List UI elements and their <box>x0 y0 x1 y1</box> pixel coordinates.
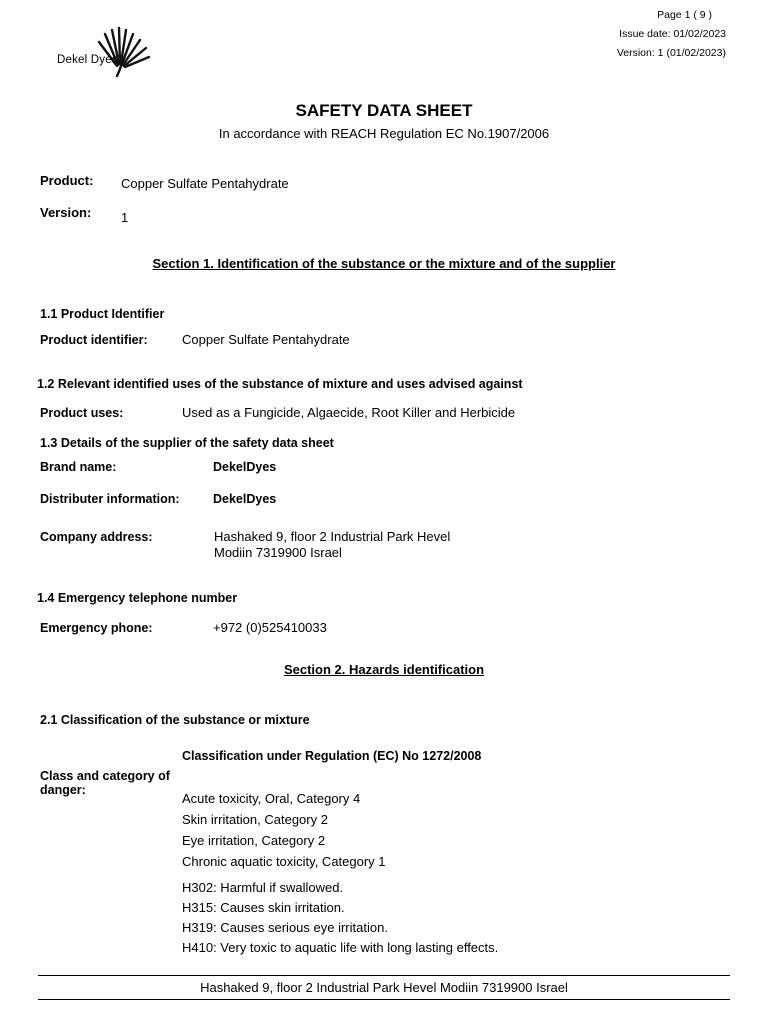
hazard-statement-item: H302: Harmful if swallowed. <box>182 880 344 895</box>
hazard-statement-item: H410: Very toxic to aquatic life with long lasting effects. <box>182 940 499 955</box>
hazard-class-item: Eye irritation, Category 2 <box>182 833 326 848</box>
product-uses-label: Product uses: <box>40 406 124 420</box>
version-value: 1 <box>121 210 129 225</box>
section-1-heading: Section 1. Identification of the substance or the mixture and of the supplier <box>152 256 616 271</box>
page-number: Page 1 ( 9 ) <box>657 9 712 21</box>
logo-text: Dekel Dyes <box>57 54 118 66</box>
product-value: Copper Sulfate Pentahydrate <box>121 176 289 191</box>
section-1-1-heading: 1.1 Product Identifier <box>40 307 165 321</box>
emergency-phone-value: +972 (0)525410033 <box>213 620 327 635</box>
footer-top-rule <box>38 975 730 976</box>
emergency-phone-label: Emergency phone: <box>40 621 153 635</box>
footer-address: Hashaked 9, floor 2 Industrial Park Hevel Modiin 7319900 Israel <box>200 980 568 995</box>
brand-name-label: Brand name: <box>40 460 117 474</box>
company-address-line-1: Hashaked 9, floor 2 Industrial Park Hevel <box>214 529 451 544</box>
version-info: Version: 1 (01/02/2023) <box>616 47 726 59</box>
hazard-class-item: Acute toxicity, Oral, Category 4 <box>182 791 361 806</box>
section-1-3-heading: 1.3 Details of the supplier of the safety data sheet <box>40 436 334 450</box>
hazard-statement-item: H319: Causes serious eye irritation. <box>182 920 388 935</box>
section-2-heading: Section 2. Hazards identification <box>283 662 485 677</box>
classification-heading: Classification under Regulation (EC) No 1272/2008 <box>182 749 482 763</box>
product-label: Product: <box>40 173 94 188</box>
logo <box>55 26 155 78</box>
document-title: SAFETY DATA SHEET <box>295 101 473 120</box>
hazard-class-item: Chronic aquatic toxicity, Category 1 <box>182 854 386 869</box>
company-address-label: Company address: <box>40 530 153 544</box>
product-identifier-label: Product identifier: <box>40 333 148 347</box>
product-identifier-value: Copper Sulfate Pentahydrate <box>182 332 350 347</box>
issue-date: Issue date: 01/02/2023 <box>619 28 726 40</box>
product-uses-value: Used as a Fungicide, Algaecide, Root Killer and Herbicide <box>182 405 516 420</box>
hazard-class-item: Skin irritation, Category 2 <box>182 812 328 827</box>
footer-bottom-rule <box>38 999 730 1000</box>
brand-name-value: DekelDyes <box>213 460 277 474</box>
class-category-label-line-1: Class and category of <box>40 769 170 783</box>
hazard-statement-item: H315: Causes skin irritation. <box>182 900 345 915</box>
section-1-4-heading: 1.4 Emergency telephone number <box>37 591 238 605</box>
section-2-1-heading: 2.1 Classification of the substance or mixture <box>40 713 310 727</box>
distributer-value: DekelDyes <box>213 492 277 506</box>
version-label: Version: <box>40 205 92 220</box>
distributer-label: Distributer information: <box>40 492 180 506</box>
company-address-line-2: Modiin 7319900 Israel <box>214 545 342 560</box>
class-category-label-line-2: danger: <box>40 783 86 797</box>
section-1-2-heading: 1.2 Relevant identified uses of the substance of mixture and uses advised against <box>37 377 523 391</box>
flower-logo-icon <box>55 26 155 78</box>
document-subtitle: In accordance with REACH Regulation EC No.1907/2006 <box>218 126 550 141</box>
